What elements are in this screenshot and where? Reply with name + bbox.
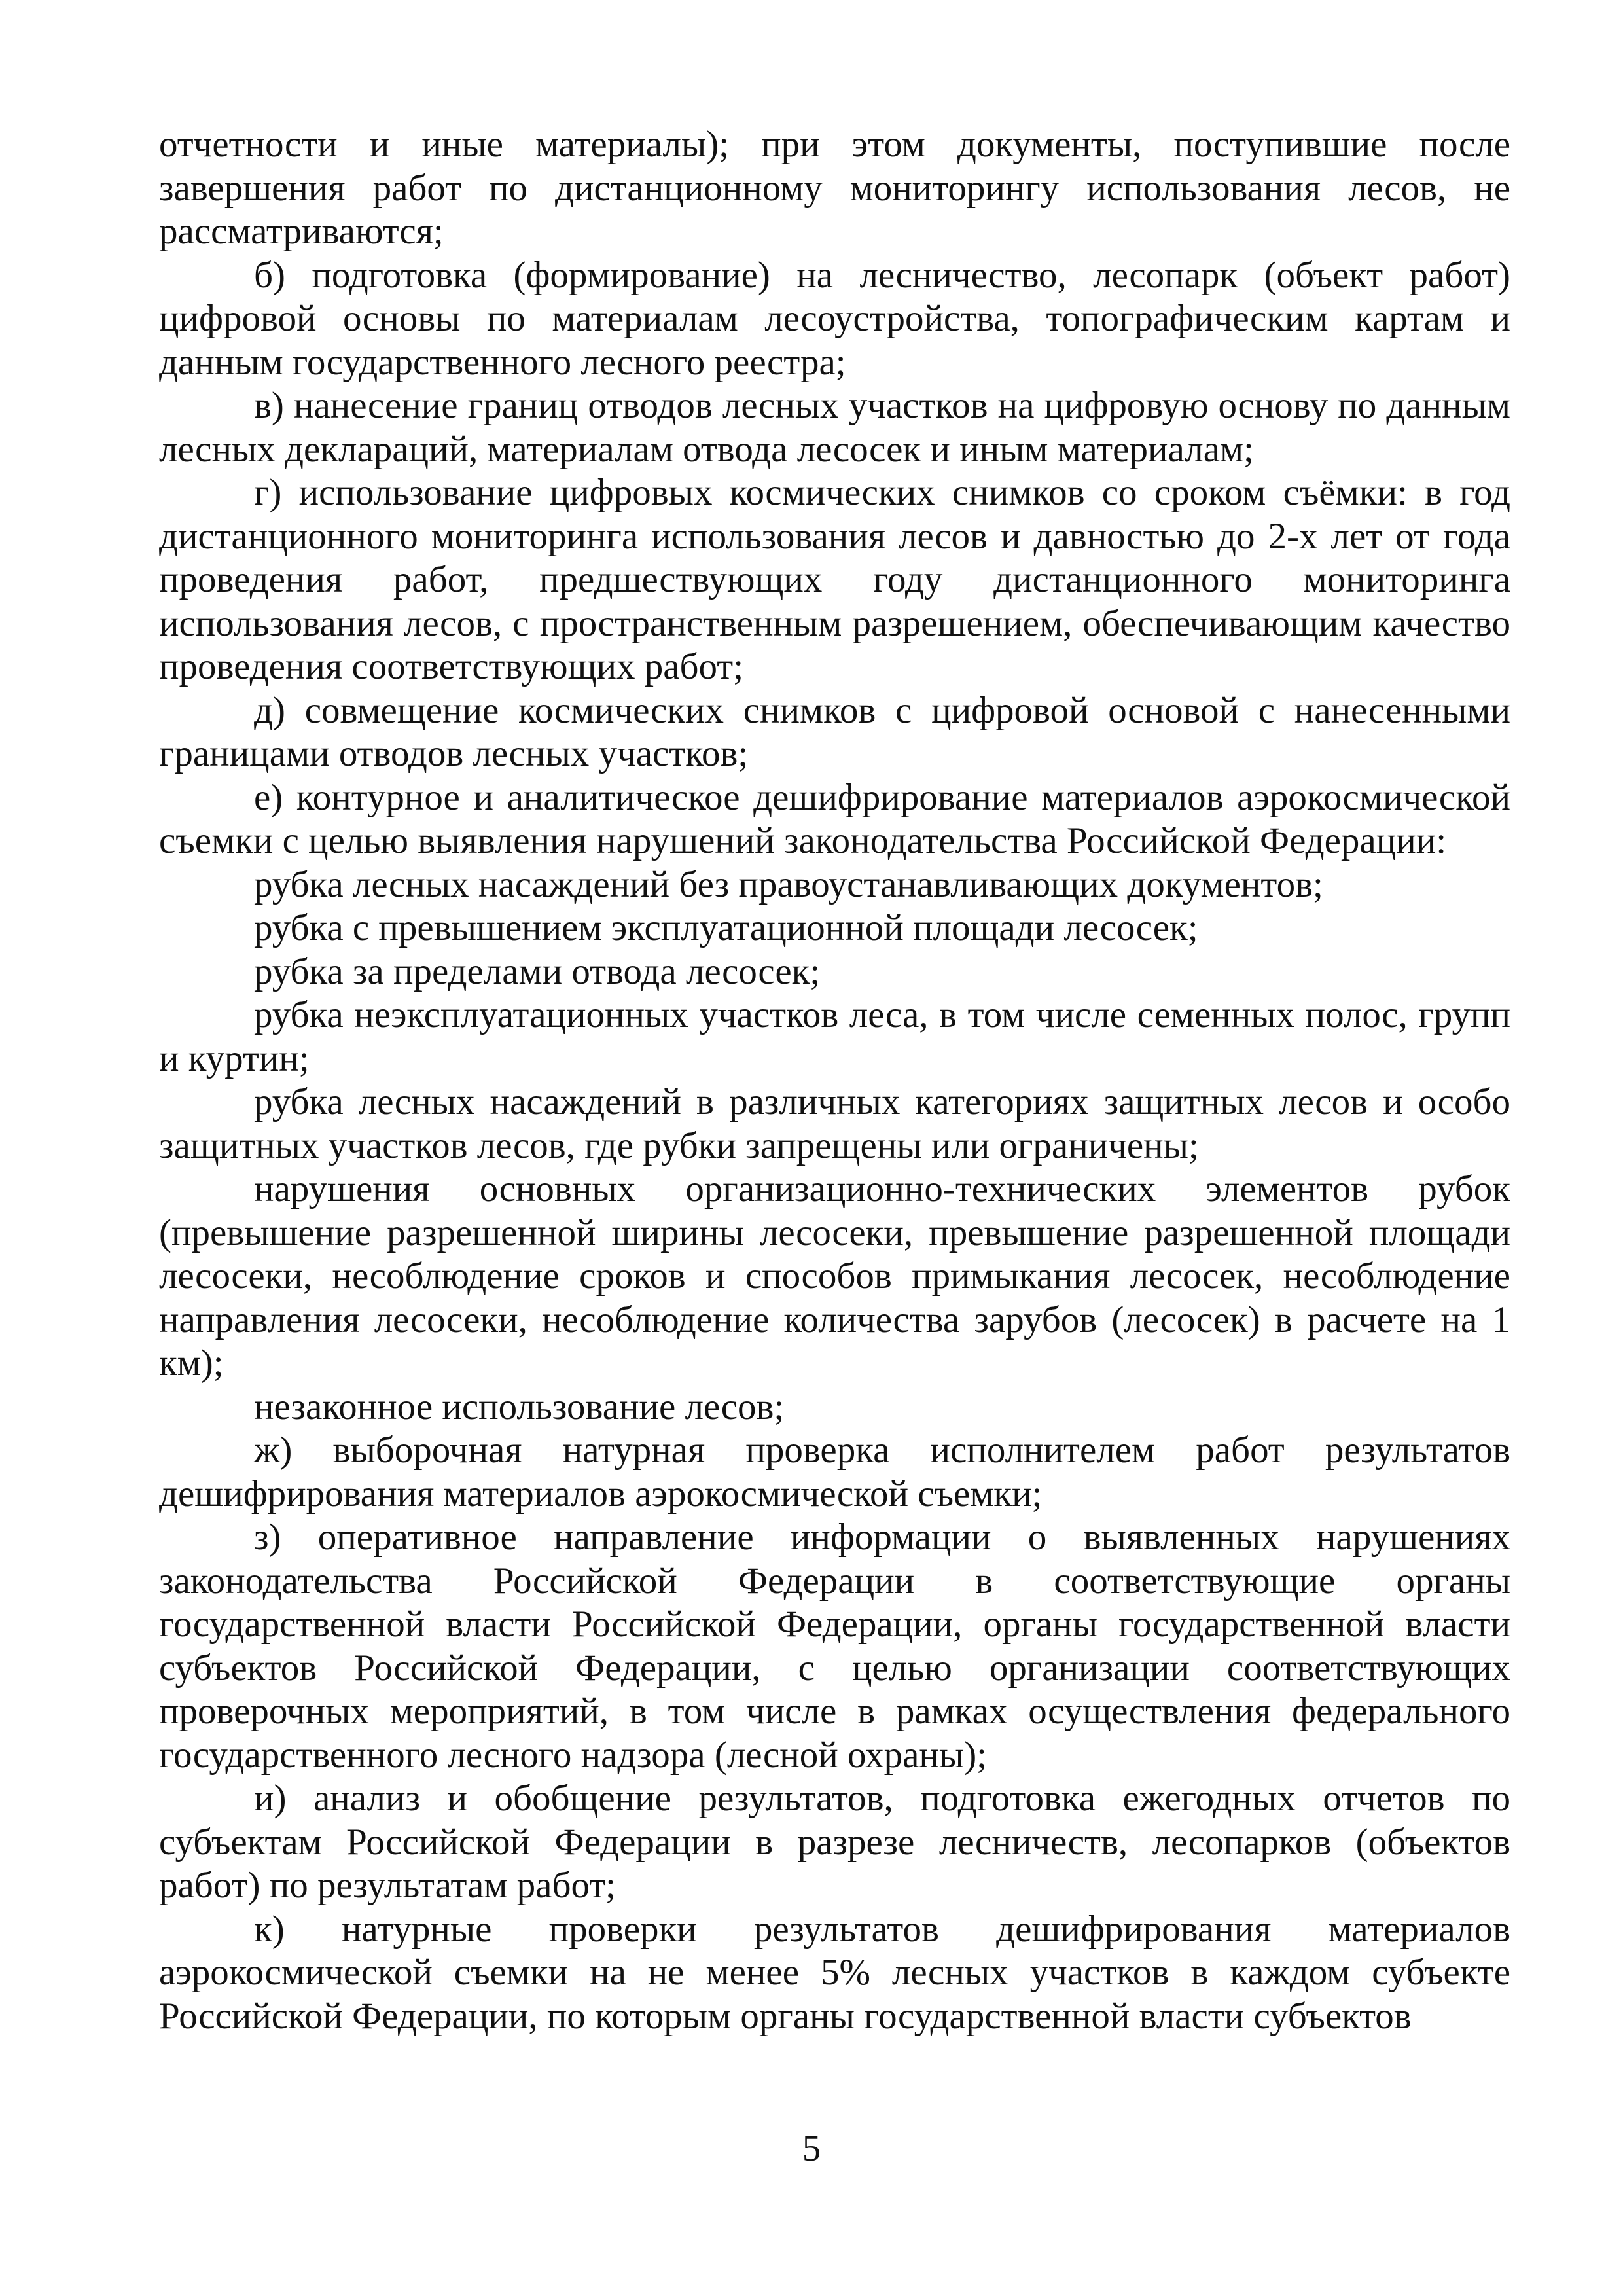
paragraph: рубка неэксплуатационных участков леса, в том числе семенных полос, групп и куртин; xyxy=(159,994,1510,1079)
paragraph: к) натурные проверки результатов дешифрирования материалов аэрокосмической съемки на не менее 5% лесных участков в каждом субъекте Российской Федерации, по которым органы государственной власти субъектов xyxy=(159,1908,1510,2037)
page-number: 5 xyxy=(802,2128,821,2169)
paragraph: рубка лесных насаждений в различных категориях защитных лесов и особо защитных участков лесов, где рубки запрещены или ограничены; xyxy=(159,1081,1510,1166)
paragraph: незаконное использование лесов; xyxy=(254,1386,785,1427)
paragraph: и) анализ и обобщение результатов, подготовка ежегодных отчетов по субъектам Российской Федерации в разрезе лесничеств, лесопарков (объектов работ) по результатам работ; xyxy=(159,1778,1510,1906)
paragraph: ж) выборочная натурная проверка исполнителем работ результатов дешифрирования материалов аэрокосмической съемки; xyxy=(159,1429,1510,1515)
paragraph: д) совмещение космических снимков с цифровой основой с нанесенными границами отводов лесных участков; xyxy=(159,689,1510,774)
paragraph: г) использование цифровых космических снимков со сроком съёмки: в год дистанционного мониторинга использования лесов и давностью до 2-х лет от года проведения работ, предшествующих году дистанционного мониторинга использования лесов, с пространственным разрешением, обеспечивающим качество проведения соответствующих работ; xyxy=(159,472,1510,687)
paragraph: отчетности и иные материалы); при этом документы, поступившие после завершения работ по дистанционному мониторингу использования лесов, не рассматриваются; xyxy=(159,124,1510,252)
paragraph: нарушения основных организационно-технических элементов рубок (превышение разрешенной ширины лесосеки, превышение разрешенной площади лесосеки, несоблюдение сроков и способов примыкания лесосек, несоблюдение направления лесосеки, несоблюдение количества зарубов (лесосек) в расчете на 1 км); xyxy=(159,1168,1510,1384)
paragraph: рубка с превышением эксплуатационной площади лесосек; xyxy=(254,907,1198,948)
paragraph: в) нанесение границ отводов лесных участков на цифровую основу по данным лесных деклараций, материалам отвода лесосек и иным материалам; xyxy=(159,385,1510,470)
paragraph: е) контурное и аналитическое дешифрирование материалов аэрокосмической съемки с целью выявления нарушений законодательства Российской Федерации: xyxy=(159,776,1510,861)
paragraph: з) оперативное направление информации о выявленных нарушениях законодательства Российской Федерации в соответствующие органы государственной власти Российской Федерации, органы государственной власти субъектов Российской Федерации, с целью организации соответствующих проверочных мероприятий, в том числе в рамках осуществления федерального государственного лесного надзора (лесной охраны); xyxy=(159,1516,1510,1776)
paragraph: рубка за пределами отвода лесосек; xyxy=(254,950,821,992)
paragraph: рубка лесных насаждений без правоустанавливающих документов; xyxy=(254,863,1323,905)
document-body xyxy=(159,123,1510,2038)
paragraph: б) подготовка (формирование) на лесничество, лесопарк (объект работ) цифровой основы по материалам лесоустройства, топографическим картам и данным государственного лесного реестра; xyxy=(159,254,1510,383)
